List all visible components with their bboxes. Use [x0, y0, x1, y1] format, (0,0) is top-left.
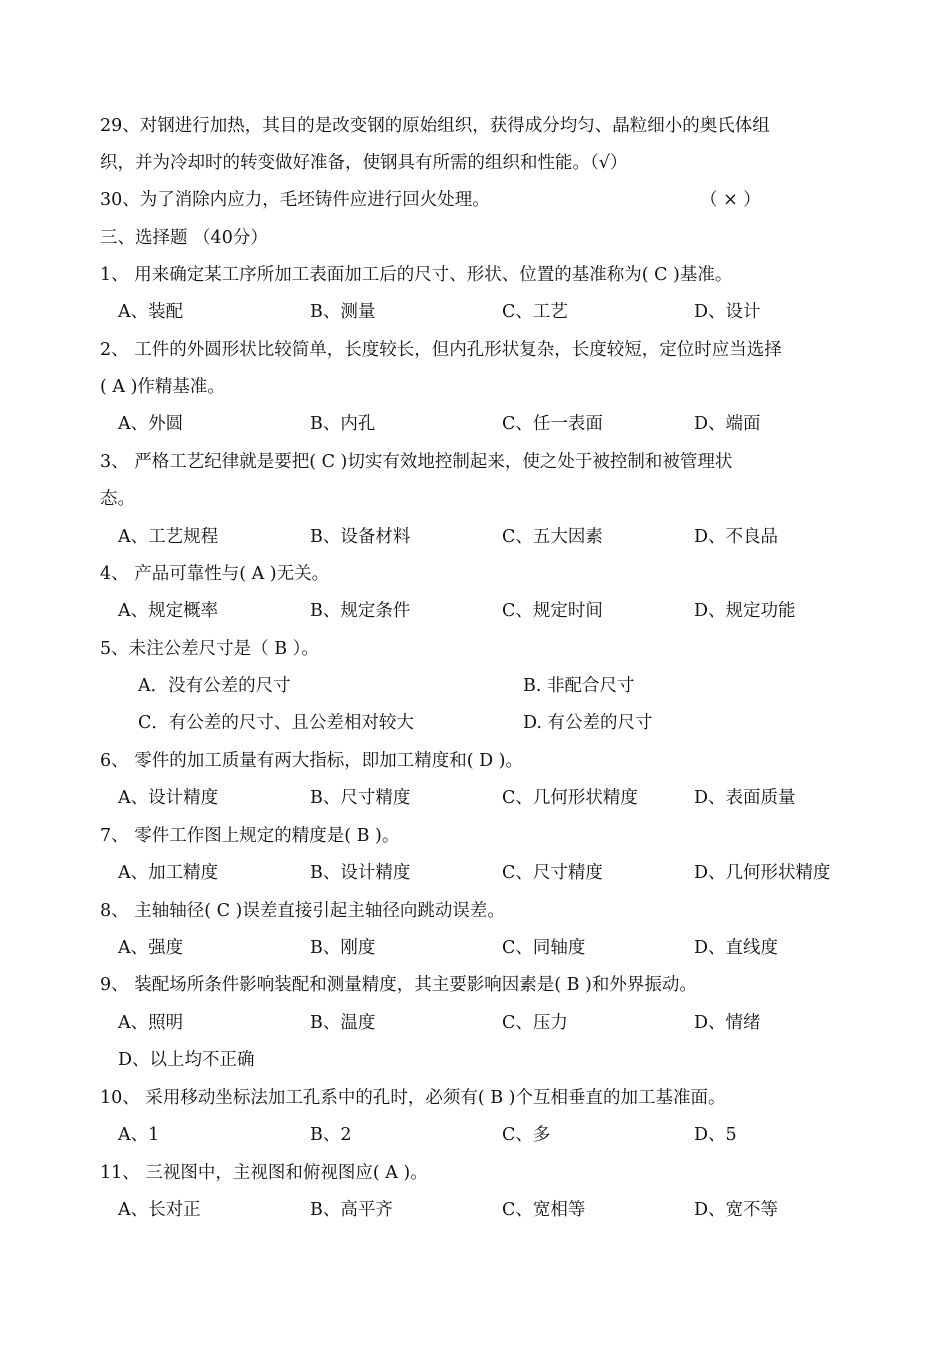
option-a: A、强度 [118, 938, 184, 958]
question-8-stem: 8、 主轴轴径( C )误差直接引起主轴径向跳动误差。 [100, 901, 505, 921]
option-b: B、温度 [310, 1013, 376, 1033]
option-b: B、内孔 [310, 414, 376, 434]
question-30: 30、为了消除内应力，毛坯铸件应进行回火处理。 [100, 190, 490, 210]
question-3-options [118, 525, 918, 549]
option-c: C、压力 [502, 1013, 568, 1033]
option-c: C、尺寸精度 [502, 863, 603, 883]
question-1-stem: 1、 用来确定某工序所加工表面加工后的尺寸、形状、位置的基准称为( C )基准。 [100, 265, 733, 285]
option-a: A、照明 [118, 1013, 184, 1033]
question-10-stem: 10、 采用移动坐标法加工孔系中的孔时，必须有( B )个互相垂直的加工基准面。 [100, 1088, 726, 1108]
option-a: A、设计精度 [118, 788, 219, 808]
question-11-options [118, 1198, 918, 1222]
option-b: B、高平齐 [310, 1200, 393, 1220]
question-2-stem: 2、 工件的外圆形状比较简单，长度较长，但内孔形状复杂，长度较短，定位时应当选择 [100, 340, 782, 360]
option-d: D、端面 [694, 414, 761, 434]
section-title: 三、选择题 （40分） [100, 228, 268, 248]
option-d: D、宽不等 [694, 1200, 779, 1220]
option-c: C、规定时间 [502, 601, 603, 621]
option-c: C、多 [502, 1125, 551, 1145]
question-3-stem: 3、 严格工艺纪律就是要把( C )切实有效地控制起来，使之处于被控制和被管理状 [100, 452, 733, 472]
option-a: A、1 [118, 1125, 160, 1145]
option-a: A、工艺规程 [118, 527, 219, 547]
option-c: C、五大因素 [502, 527, 603, 547]
option-d-extra: D、以上均不正确 [118, 1050, 255, 1070]
option-c: C、几何形状精度 [502, 788, 638, 808]
option-c: C．有公差的尺寸、且公差相对较大 [138, 713, 414, 733]
option-a: A、装配 [118, 302, 184, 322]
question-5-stem: 5、未注公差尺寸是（ B ）。 [100, 639, 319, 659]
option-a: A．没有公差的尺寸 [138, 676, 291, 696]
question-4-options [118, 599, 918, 623]
question-30-answer: （ × ） [700, 190, 761, 210]
option-d: D、5 [694, 1125, 737, 1145]
option-c: C、同轴度 [502, 938, 586, 958]
question-5-options-row1 [138, 674, 838, 698]
option-d: D、情绪 [694, 1013, 761, 1033]
question-29-line1: 29、对钢进行加热，其目的是改变钢的原始组织，获得成分均匀、晶粒细小的奥氏体组 [100, 116, 770, 136]
question-7-stem: 7、 零件工作图上规定的精度是( B )。 [100, 826, 400, 846]
option-d: D、直线度 [694, 938, 779, 958]
option-d: D、表面质量 [694, 788, 796, 808]
question-6-options [118, 786, 918, 810]
option-b: B、测量 [310, 302, 376, 322]
question-1-options [118, 300, 918, 324]
question-8-options [118, 936, 918, 960]
option-b: B、尺寸精度 [310, 788, 411, 808]
question-2-stem-cont: ( A )作精基准。 [100, 377, 225, 397]
option-b: B、设备材料 [310, 527, 411, 547]
question-3-stem-cont: 态。 [100, 489, 135, 509]
question-7-options [118, 861, 918, 885]
option-a: A、规定概率 [118, 601, 219, 621]
option-a: A、加工精度 [118, 863, 219, 883]
option-d: D、规定功能 [694, 601, 796, 621]
option-b: B、刚度 [310, 938, 376, 958]
option-b: B、2 [310, 1125, 352, 1145]
question-5-options-row2 [138, 711, 838, 735]
option-d: D、不良品 [694, 527, 779, 547]
option-d: D. 有公差的尺寸 [523, 713, 653, 733]
option-c: C、工艺 [502, 302, 568, 322]
option-b: B. 非配合尺寸 [523, 676, 635, 696]
option-d: D、几何形状精度 [694, 863, 831, 883]
question-11-stem: 11、 三视图中，主视图和俯视图应( A )。 [100, 1163, 428, 1183]
option-c: C、宽相等 [502, 1200, 586, 1220]
option-a: A、外圆 [118, 414, 184, 434]
question-9-stem: 9、 装配场所条件影响装配和测量精度，其主要影响因素是( B )和外界振动。 [100, 975, 697, 995]
option-d: D、设计 [694, 302, 761, 322]
option-b: B、规定条件 [310, 601, 411, 621]
option-c: C、任一表面 [502, 414, 603, 434]
question-10-options [118, 1123, 918, 1147]
question-9-options [118, 1011, 918, 1035]
option-a: A、长对正 [118, 1200, 201, 1220]
question-2-options [118, 412, 918, 436]
question-29-line2: 织，并为冷却时的转变做好准备，使钢具有所需的组织和性能。（√） [100, 153, 628, 173]
question-9-extra-option [118, 1048, 918, 1072]
question-6-stem: 6、 零件的加工质量有两大指标，即加工精度和( D )。 [100, 751, 524, 771]
question-4-stem: 4、 产品可靠性与( A )无关。 [100, 564, 330, 584]
option-b: B、设计精度 [310, 863, 411, 883]
